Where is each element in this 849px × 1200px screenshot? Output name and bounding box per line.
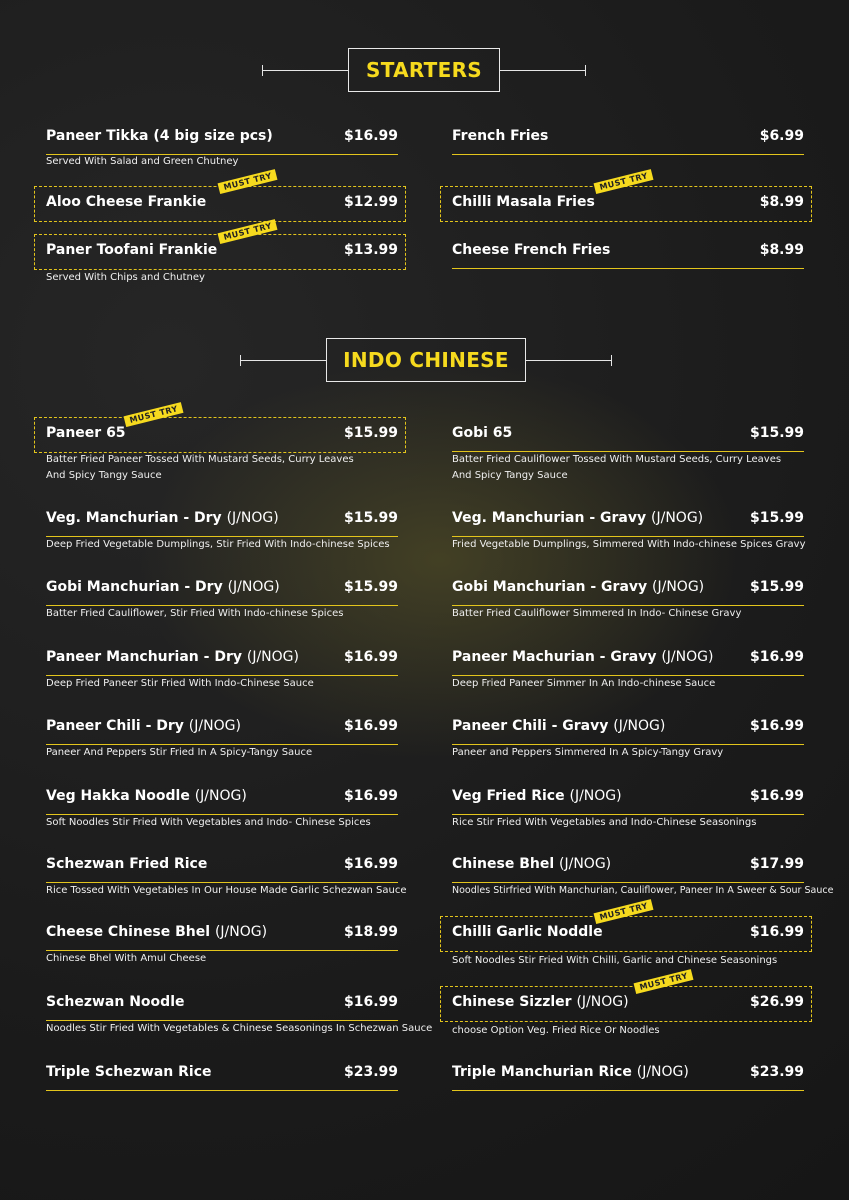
item-description xyxy=(452,452,781,484)
menu-item xyxy=(46,782,398,828)
item-price: $13.99 xyxy=(343,242,398,258)
must-try-badge: MUST TRY xyxy=(218,169,278,194)
item-description: choose Option Veg. Fried Rice Or Noodles xyxy=(452,1025,660,1036)
item-description: Served With Salad and Green Chutney xyxy=(46,156,239,167)
section-title-starters: STARTERS xyxy=(366,58,482,82)
item-tag: (J/NOG) xyxy=(613,718,666,734)
item-name-text: Triple Manchurian Rice xyxy=(452,1064,632,1080)
item-price: $16.99 xyxy=(343,856,398,872)
menu-item-featured xyxy=(452,171,804,222)
item-name xyxy=(452,649,713,665)
item-price: $15.99 xyxy=(749,579,804,595)
item-tag: (J/NOG) xyxy=(569,788,622,804)
item-tag: (J/NOG) xyxy=(226,510,279,526)
must-try-badge: MUST TRY xyxy=(218,219,278,244)
item-price: $8.99 xyxy=(759,242,804,258)
item-name xyxy=(46,718,241,734)
item-tag: (J/NOG) xyxy=(651,510,704,526)
item-description: Chinese Bhel With Amul Cheese xyxy=(46,953,207,964)
item-description-line: Batter Fried Paneer Tossed With Mustard Seeds, Curry Leaves xyxy=(46,454,354,465)
must-try-badge: MUST TRY xyxy=(634,969,694,994)
item-price: $8.99 xyxy=(759,194,804,210)
item-name xyxy=(452,718,665,734)
menu-item xyxy=(452,573,804,619)
menu-item-featured xyxy=(46,404,398,481)
menu-item xyxy=(46,712,398,758)
item-price: $15.99 xyxy=(343,579,398,595)
item-description: Paneer And Peppers Stir Fried In A Spicy-Tangy Sauce xyxy=(46,747,313,758)
item-description: Noodles Stir Fried With Vegetables & Chinese Seasonings In Schezwan Sauce xyxy=(46,1023,433,1034)
menu-item-featured xyxy=(452,971,804,1036)
item-name: Cheese French Fries xyxy=(452,242,611,258)
item-name xyxy=(452,788,622,804)
item-price: $16.99 xyxy=(343,128,398,144)
indo-chinese-title-box xyxy=(326,338,526,382)
item-price: $16.99 xyxy=(749,788,804,804)
item-name-text: Gobi Manchurian - Gravy xyxy=(452,579,648,595)
item-description: Deep Fried Paneer Stir Fried With Indo-Chinese Sauce xyxy=(46,678,314,689)
menu-item xyxy=(46,1058,398,1092)
must-try-badge: MUST TRY xyxy=(124,402,184,427)
item-name-text: Paneer Machurian - Gravy xyxy=(452,649,657,665)
item-name xyxy=(46,510,279,526)
starters-title-box xyxy=(348,48,500,92)
menu-item xyxy=(46,122,398,167)
item-tag: (J/NOG) xyxy=(246,649,299,665)
item-name xyxy=(46,579,280,595)
item-description: Rice Stir Fried With Vegetables and Indo-Chinese Seasonings xyxy=(452,817,757,828)
item-price: $16.99 xyxy=(749,718,804,734)
item-name: Paneer 65 xyxy=(46,425,126,441)
item-name xyxy=(452,994,629,1010)
menu-item xyxy=(452,643,804,689)
header-line-left xyxy=(262,70,348,71)
menu-item-featured xyxy=(46,221,398,283)
item-name-text: Chinese Sizzler xyxy=(452,994,572,1010)
item-tag: (J/NOG) xyxy=(661,649,714,665)
item-name: Chilli Garlic Noddle xyxy=(452,924,603,940)
item-description-line: Batter Fried Cauliflower Tossed With Mustard Seeds, Curry Leaves xyxy=(452,454,782,465)
menu-item xyxy=(452,1058,804,1092)
item-description: Noodles Stirfried With Manchurian, Cauliflower, Paneer In A Sweer & Sour Sauce xyxy=(452,885,834,896)
starters-header xyxy=(0,48,849,94)
item-price: $26.99 xyxy=(749,994,804,1010)
item-name: Paner Toofani Frankie xyxy=(46,242,218,258)
item-description-line: And Spicy Tangy Sauce xyxy=(452,470,568,481)
item-name: Gobi 65 xyxy=(452,425,513,441)
menu-item xyxy=(452,504,806,550)
menu-item xyxy=(46,988,433,1034)
item-tag: (J/NOG) xyxy=(576,994,629,1010)
item-tag: (J/NOG) xyxy=(652,579,705,595)
item-name-text: Veg. Manchurian - Gravy xyxy=(452,510,647,526)
item-description: Rice Tossed With Vegetables In Our House Made Garlic Schezwan Sauce xyxy=(46,885,407,896)
item-description: Batter Fried Cauliflower, Stir Fried With Indo-chinese Spices xyxy=(46,608,344,619)
item-tag: (J/NOG) xyxy=(559,856,612,872)
item-tag: (J/NOG) xyxy=(188,718,241,734)
item-description: Soft Noodles Stir Fried With Vegetables and Indo- Chinese Spices xyxy=(46,817,371,828)
item-description: Soft Noodles Stir Fried With Chilli, Garlic and Chinese Seasonings xyxy=(452,955,778,966)
item-name: Schezwan Noodle xyxy=(46,994,185,1010)
item-name: Paneer Tikka (4 big size pcs) xyxy=(46,128,273,144)
item-name xyxy=(452,579,704,595)
item-price: $15.99 xyxy=(749,510,804,526)
item-price: $16.99 xyxy=(343,788,398,804)
item-name-text: Chinese Bhel xyxy=(452,856,555,872)
item-price: $16.99 xyxy=(749,924,804,940)
menu-item-featured xyxy=(46,171,398,222)
item-description-line: And Spicy Tangy Sauce xyxy=(46,470,162,481)
indo-chinese-header xyxy=(0,338,849,384)
item-tag: (J/NOG) xyxy=(636,1064,689,1080)
item-name xyxy=(452,1064,689,1080)
item-price: $15.99 xyxy=(343,510,398,526)
item-description: Deep Fried Paneer Simmer In An Indo-chinese Sauce xyxy=(452,678,716,689)
item-tag: (J/NOG) xyxy=(227,579,280,595)
item-price: $23.99 xyxy=(343,1064,398,1080)
item-name-text: Veg Fried Rice xyxy=(452,788,565,804)
item-price: $17.99 xyxy=(749,856,804,872)
item-description: Fried Vegetable Dumplings, Simmered With Indo-chinese Spices Gravy xyxy=(452,539,806,550)
menu-item xyxy=(452,122,804,156)
item-price: $15.99 xyxy=(343,425,398,441)
item-price: $6.99 xyxy=(759,128,804,144)
item-name-text: Paneer Manchurian - Dry xyxy=(46,649,242,665)
menu-item xyxy=(452,850,834,896)
menu-item xyxy=(452,419,804,481)
item-tag: (J/NOG) xyxy=(194,788,247,804)
item-name: Schezwan Fried Rice xyxy=(46,856,208,872)
item-name: Aloo Cheese Frankie xyxy=(46,194,207,210)
item-price: $15.99 xyxy=(749,425,804,441)
menu-item xyxy=(452,712,804,758)
item-description: Paneer and Peppers Simmered In A Spicy-Tangy Gravy xyxy=(452,747,724,758)
item-name: Chilli Masala Fries xyxy=(452,194,595,210)
item-name-text: Veg Hakka Noodle xyxy=(46,788,190,804)
item-price: $12.99 xyxy=(343,194,398,210)
item-name-text: Paneer Chili - Dry xyxy=(46,718,184,734)
item-price: $16.99 xyxy=(749,649,804,665)
header-line-left xyxy=(240,360,326,361)
item-price: $16.99 xyxy=(343,649,398,665)
menu-item xyxy=(46,504,398,550)
header-line-right xyxy=(526,360,612,361)
menu-item xyxy=(452,236,804,270)
section-title-indo-chinese: INDO CHINESE xyxy=(343,348,509,372)
menu-item xyxy=(46,918,398,964)
item-name-text: Cheese Chinese Bhel xyxy=(46,924,211,940)
item-price: $16.99 xyxy=(343,718,398,734)
item-name-text: Veg. Manchurian - Dry xyxy=(46,510,222,526)
item-name xyxy=(452,856,611,872)
item-name: French Fries xyxy=(452,128,549,144)
item-name: Triple Schezwan Rice xyxy=(46,1064,212,1080)
header-line-right xyxy=(500,70,586,71)
item-description: Served With Chips and Chutney xyxy=(46,272,205,283)
item-tag: (J/NOG) xyxy=(214,924,268,940)
item-description: Batter Fried Cauliflower Simmered In Indo- Chinese Gravy xyxy=(452,608,742,619)
item-price: $23.99 xyxy=(749,1064,804,1080)
item-price: $18.99 xyxy=(343,924,398,940)
item-name xyxy=(452,510,703,526)
item-description: Deep Fried Vegetable Dumplings, Stir Fried With Indo-chinese Spices xyxy=(46,539,390,550)
must-try-badge: MUST TRY xyxy=(594,899,654,924)
item-name xyxy=(46,788,247,804)
menu-item xyxy=(46,643,398,689)
item-description xyxy=(46,452,354,484)
menu-item xyxy=(46,850,407,896)
item-price: $16.99 xyxy=(343,994,398,1010)
item-name-text: Paneer Chili - Gravy xyxy=(452,718,609,734)
menu-item-featured xyxy=(452,901,804,966)
item-name xyxy=(46,649,299,665)
menu-item xyxy=(452,782,804,828)
menu-item xyxy=(46,573,398,619)
item-name-text: Gobi Manchurian - Dry xyxy=(46,579,223,595)
item-name xyxy=(46,924,267,940)
must-try-badge: MUST TRY xyxy=(594,169,654,194)
